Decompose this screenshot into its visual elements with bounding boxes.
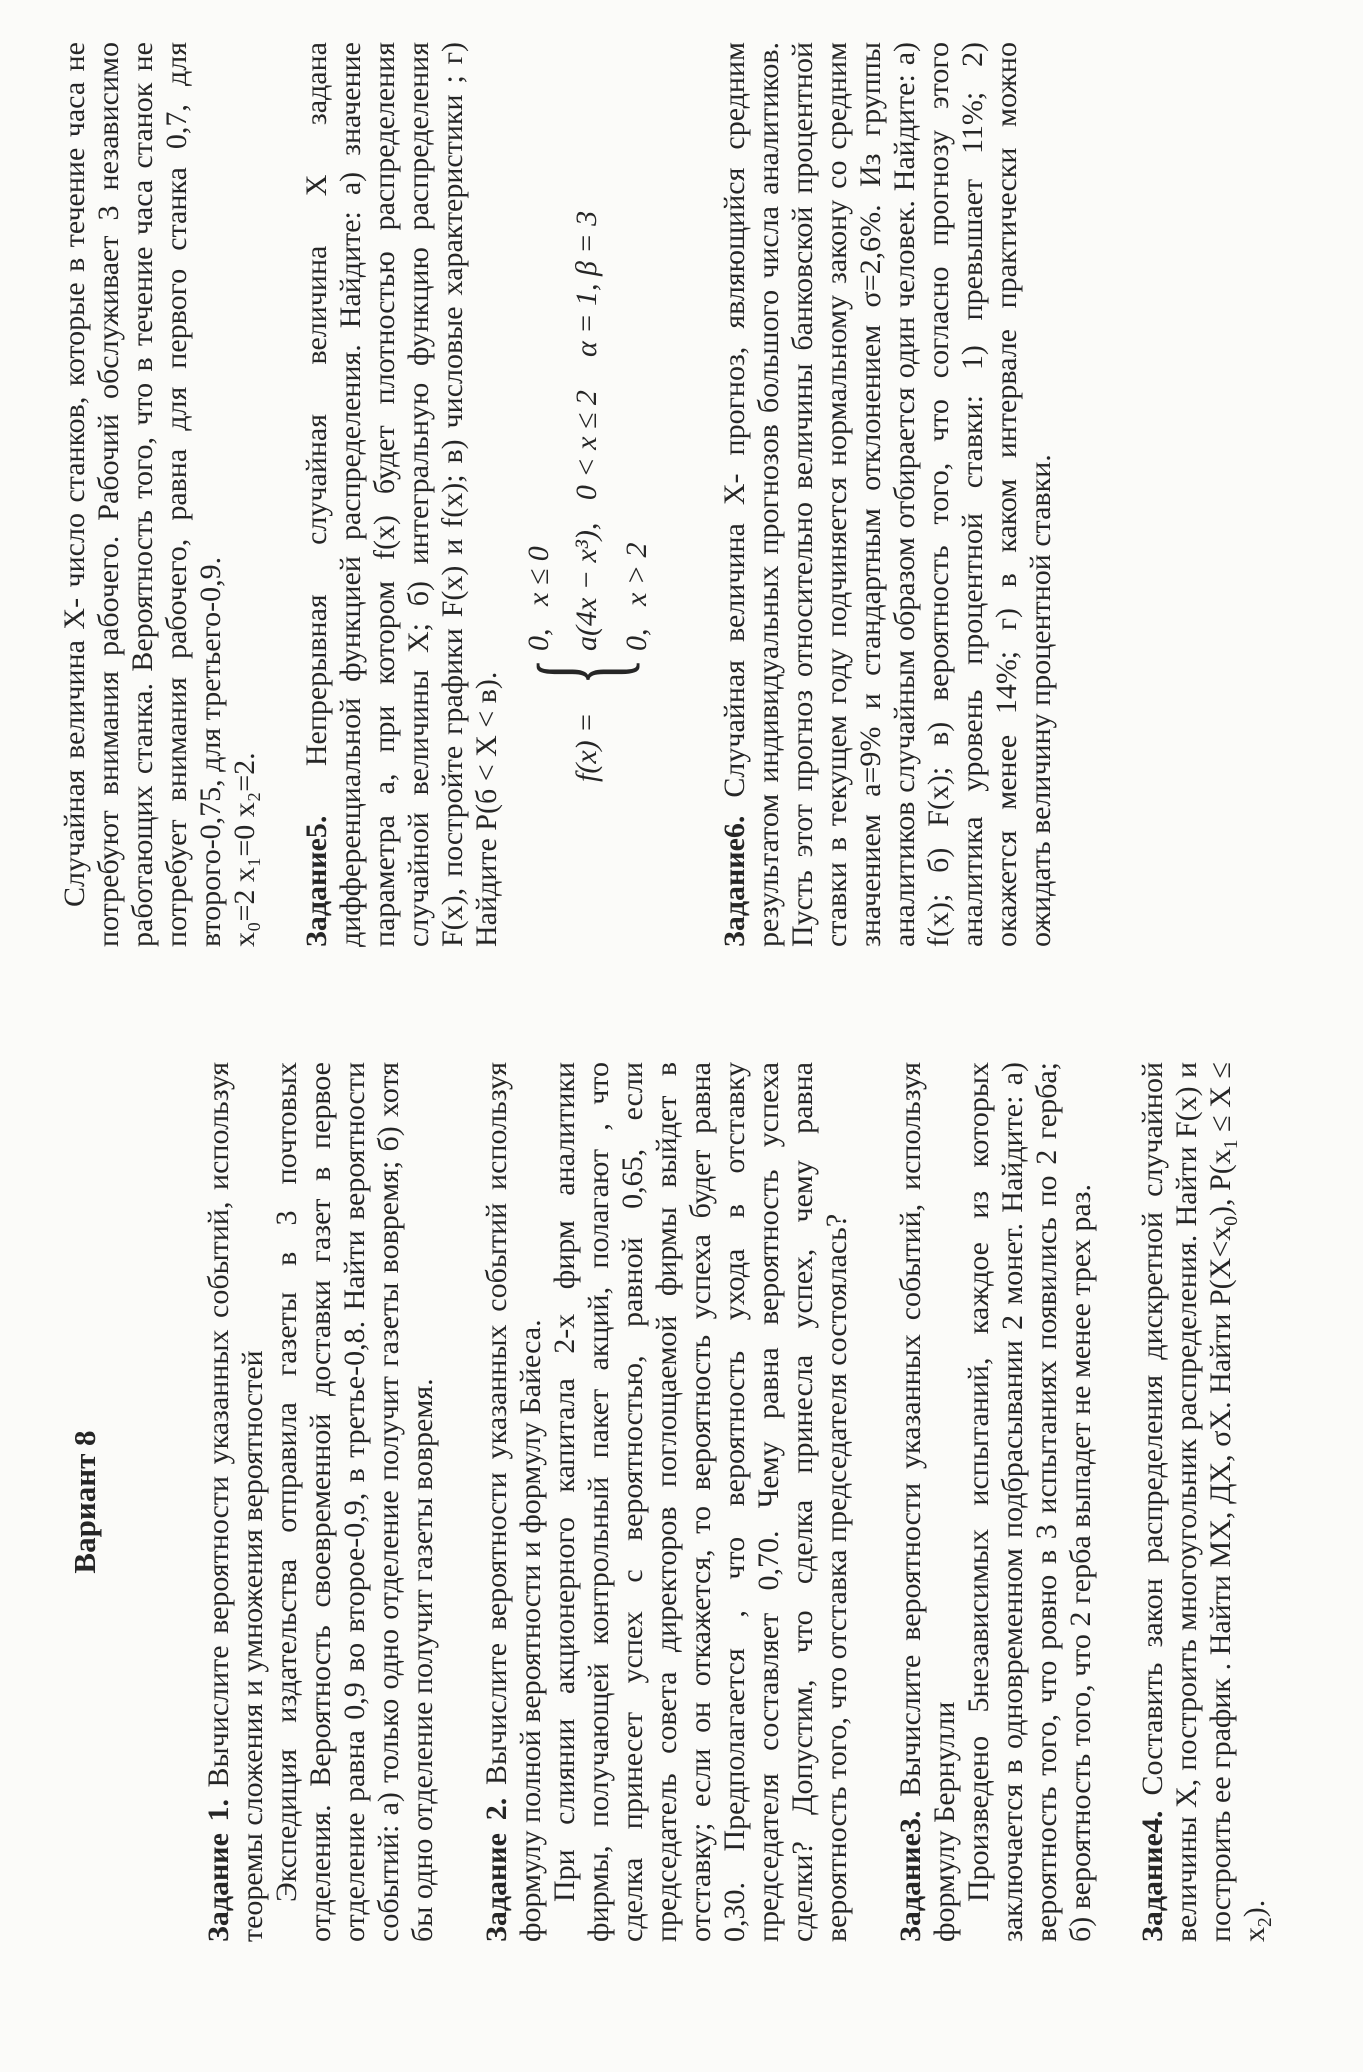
formula-case-2: a(4x − x³), 0 < x ≤ 2 — [570, 390, 603, 651]
task6-label: Задание6. — [718, 815, 751, 947]
task1-label: Задание 1. — [202, 1799, 235, 1942]
task4-params: x₀=2 x₁=0 x₂=2. — [228, 752, 261, 947]
formula-case-3: 0, x > 2 — [620, 542, 653, 651]
variant-title: Вариант 8 — [67, 1430, 102, 1574]
task2-intro: Вычислите вероятности указанных событий используя формулу полной вероятности и формулу Байеса. — [480, 1062, 547, 1942]
task4-heading — [1136, 1062, 1276, 1942]
task3-intro: Вычислите вероятности указанных событий, используя формулу Бернулли — [894, 1062, 961, 1942]
task4-intro-b: ), P(x — [1204, 1149, 1237, 1216]
task3-body: Произведено 5независимых испытаний, каждое из которых заключается в одновременном подбрасывании 2 монет. Найдите: а) вероятность того, что ровно в 3 испытаниях появились по 2 герба; б) вероятность того, что 2 герба выпадет не менее трех раз. — [962, 1062, 1097, 1942]
task1-body: Экспедиция издательства отправила газеты в 3 почтовых отделения. Вероятность своевременной доставки газет в первое отделение равна 0,9 во второе-0,9, в третье-0,8. Найти вероятности событий: а) только одно отделение получит газеты вовремя; б) хотя бы одно отделение получит газеты вовремя. — [270, 1062, 439, 1942]
task4-sub1: 1 — [1221, 1139, 1242, 1150]
task4-sub0: 0 — [1221, 1215, 1242, 1226]
task6-body: Случайная величина Х- прогноз, являющийся средним результатом индивидуальных прогнозов большого числа аналитиков. Пусть этот прогноз относительно величины банковской процентной ставки в текущем году подчиняется нормальному закону со средним значением а=9% и стандартным отклонением σ=2,6%. Из группы аналитиков случайным образом отбирается один человек. Найдите: а) f(x); б) F(x); в) вероятность того, что согласно прогнозу этого аналитика уровень процентной ставки: 1) превышает 11%; 2) окажется менее 14%; г) в каком интервале практически можно ожидать величину процентной ставки. — [718, 42, 1057, 947]
task5-label: Задание5. — [300, 815, 333, 947]
task4-intro-c: ≤ X ≤ x — [1204, 1062, 1271, 1942]
task6-heading — [718, 42, 1058, 947]
density-formula — [514, 42, 664, 947]
task4-label: Задание4. — [1136, 1810, 1169, 1942]
task5-heading — [300, 42, 504, 947]
task4-intro-d: ). — [1238, 1899, 1271, 1918]
task4-intro: Составить закон распределения дискретной случайной величины Х, построить многоугольник распределения. Найти F(x) и построить ее график . Найти МХ, ДХ, σХ. Найти P(X<x — [1136, 1062, 1237, 1942]
task3-heading — [894, 1062, 962, 1942]
task2-heading — [480, 1062, 548, 1942]
task2-body: При слиянии акционерного капитала 2-х фирм аналитики фирмы, получающей контрольный пакет акций, полагают , что сделка принесет успех с вероятностью, равной 0,65, если председатель совета директоров поглощаемой фирмы выйдет в отставку; если он откажется, то вероятность успеха будет равна 0,30. Предполагается , что вероятность ухода в отставку председателя составляет 0,70. Чему равна вероятность успеха сделки? Допустим, что сделка принесла успех, чему равна вероятность того, что отставка председателя состоялась? — [548, 1062, 853, 1942]
left-column — [58, 1062, 1276, 1942]
formula-params: α = 1, β = 3 — [570, 210, 603, 357]
formula-case-1: 0, x ≤ 0 — [522, 546, 555, 651]
formula-lhs: f(x) = — [570, 712, 603, 782]
task3-label: Задание3. — [894, 1810, 927, 1942]
right-column — [58, 42, 1058, 947]
formula-brace: { — [513, 658, 650, 685]
task2-label: Задание 2. — [480, 1797, 513, 1942]
task5-intro: Непрерывная случайная величина Х задана дифференциальной функцией распределения. Найдите: а) значение параметра а, при котором f(x) будет плотностью распределения случайной величины Х; б) интегральную функцию распределения F(x), постройте графики F(x) и f(x); в) числовые характеристики ; г) Найдите P(б < X < в). — [300, 42, 503, 947]
task4-body: Случайная величина Х- число станков, которые в течение часа не потребуют внимания рабочего. Рабочий обслуживает 3 независимо работающих станка. Вероятность того, что в течение часа станок не потребует внимания рабочего, равна для первого станка 0,7, для второго-0,75, для третьего-0,9. — [58, 42, 227, 947]
task1-heading — [202, 1062, 270, 1942]
task4-sub2: 2 — [1255, 1917, 1276, 1927]
task1-intro: Вычислите вероятности указанных событий, используя теоремы сложения и умножения вероятностей — [202, 1062, 269, 1942]
